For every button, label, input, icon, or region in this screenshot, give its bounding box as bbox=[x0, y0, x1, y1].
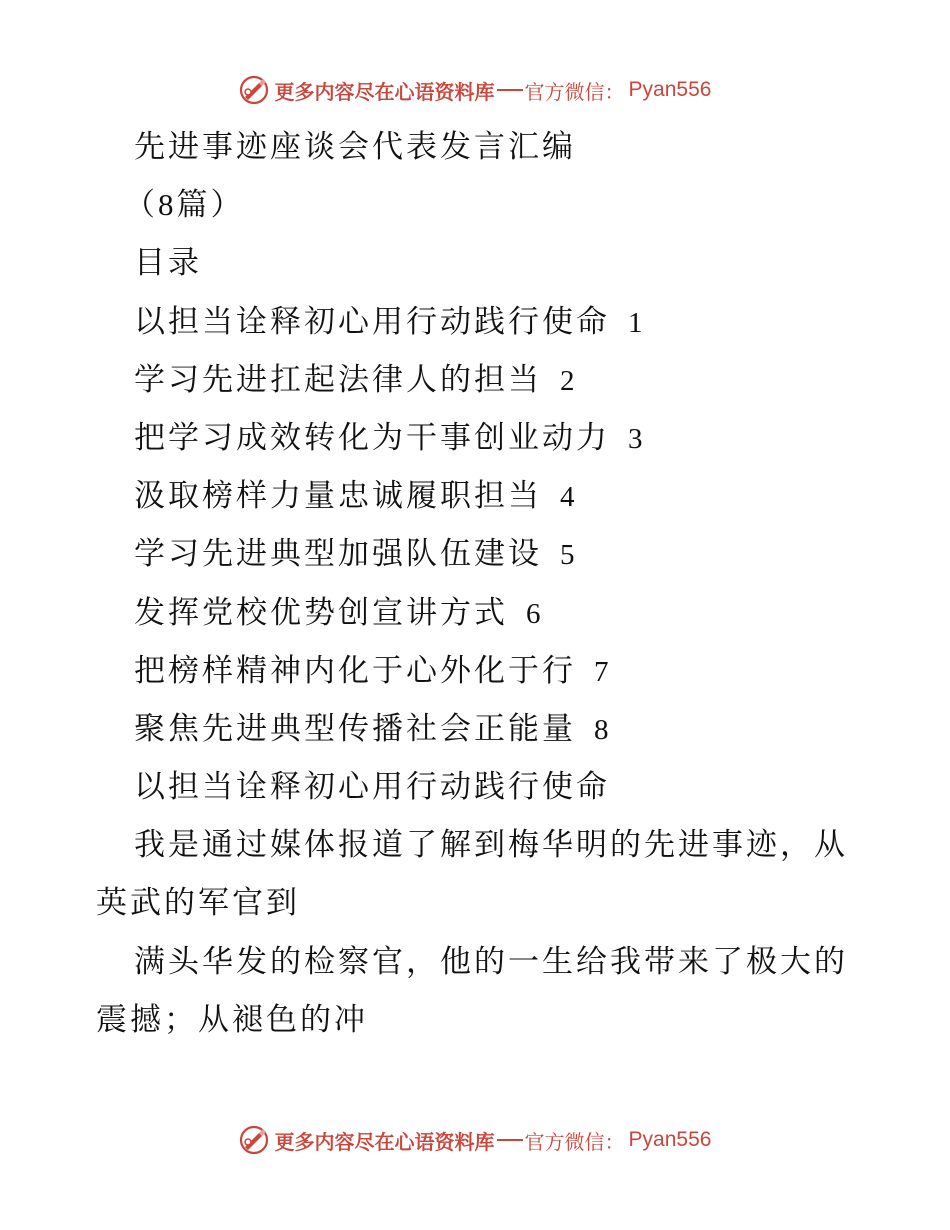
toc-item[interactable] bbox=[0, 351, 950, 409]
toc-heading: 目录 bbox=[134, 245, 202, 282]
paragraph-line: 震撼；从褪色的冲 bbox=[96, 1001, 368, 1038]
watermark-dash bbox=[497, 1139, 523, 1141]
toc-item-page: 1 bbox=[628, 306, 643, 339]
paragraph-line: 我是通过媒体报道了解到梅华明的先进事迹，从 bbox=[134, 827, 848, 864]
toc-item[interactable] bbox=[0, 525, 950, 583]
watermark-text: 更多内容尽在心语资料库 bbox=[274, 1129, 495, 1154]
pen-logo-icon bbox=[239, 1125, 269, 1155]
watermark-wechat-id: Pyan556 bbox=[628, 1128, 712, 1151]
paragraph-line: 满头华发的检察官，他的一生给我带来了极大的 bbox=[134, 943, 848, 980]
toc-item[interactable] bbox=[0, 642, 950, 700]
watermark-dash bbox=[497, 89, 523, 91]
toc-item-title: 以担当诠释初心用行动践行使命 bbox=[134, 303, 610, 340]
toc-item-page: 5 bbox=[560, 539, 575, 572]
document-subtitle: （8篇） bbox=[124, 187, 245, 223]
toc-item-page: 3 bbox=[628, 422, 643, 455]
toc-item[interactable] bbox=[0, 700, 950, 758]
watermark-label: 官方微信： bbox=[524, 79, 625, 104]
paragraph-line: 英武的军官到 bbox=[96, 885, 300, 922]
toc-item-title: 学习先进扛起法律人的担当 bbox=[134, 361, 542, 398]
toc-item-page: 2 bbox=[560, 364, 575, 397]
toc-item[interactable] bbox=[0, 409, 950, 467]
footer-watermark bbox=[0, 1122, 950, 1158]
watermark-text: 更多内容尽在心语资料库 bbox=[274, 79, 495, 104]
toc-item[interactable] bbox=[0, 467, 950, 525]
toc-item-page: 7 bbox=[594, 655, 609, 688]
toc-item-title: 学习先进典型加强队伍建设 bbox=[134, 536, 542, 573]
pen-logo-icon bbox=[239, 75, 269, 105]
toc-item-title: 把学习成效转化为干事创业动力 bbox=[134, 419, 610, 456]
section-heading: 以担当诠释初心用行动践行使命 bbox=[134, 769, 610, 806]
toc-item-title: 汲取榜样力量忠诚履职担当 bbox=[134, 478, 542, 515]
watermark-label: 官方微信： bbox=[524, 1129, 625, 1154]
toc-item-page: 6 bbox=[526, 597, 541, 630]
watermark-wechat-id: Pyan556 bbox=[628, 78, 712, 101]
table-of-contents bbox=[0, 293, 950, 759]
toc-item[interactable] bbox=[0, 584, 950, 642]
toc-item[interactable] bbox=[0, 293, 950, 351]
toc-item-page: 4 bbox=[560, 481, 575, 514]
document-body bbox=[0, 118, 950, 1049]
toc-item-title: 把榜样精神内化于心外化于行 bbox=[134, 652, 576, 689]
document-title: 先进事迹座谈会代表发言汇编 bbox=[134, 129, 576, 165]
toc-item-page: 8 bbox=[594, 713, 609, 746]
header-watermark bbox=[0, 72, 950, 108]
toc-item-title: 聚焦先进典型传播社会正能量 bbox=[134, 710, 576, 747]
toc-item-title: 发挥党校优势创宣讲方式 bbox=[134, 594, 508, 631]
